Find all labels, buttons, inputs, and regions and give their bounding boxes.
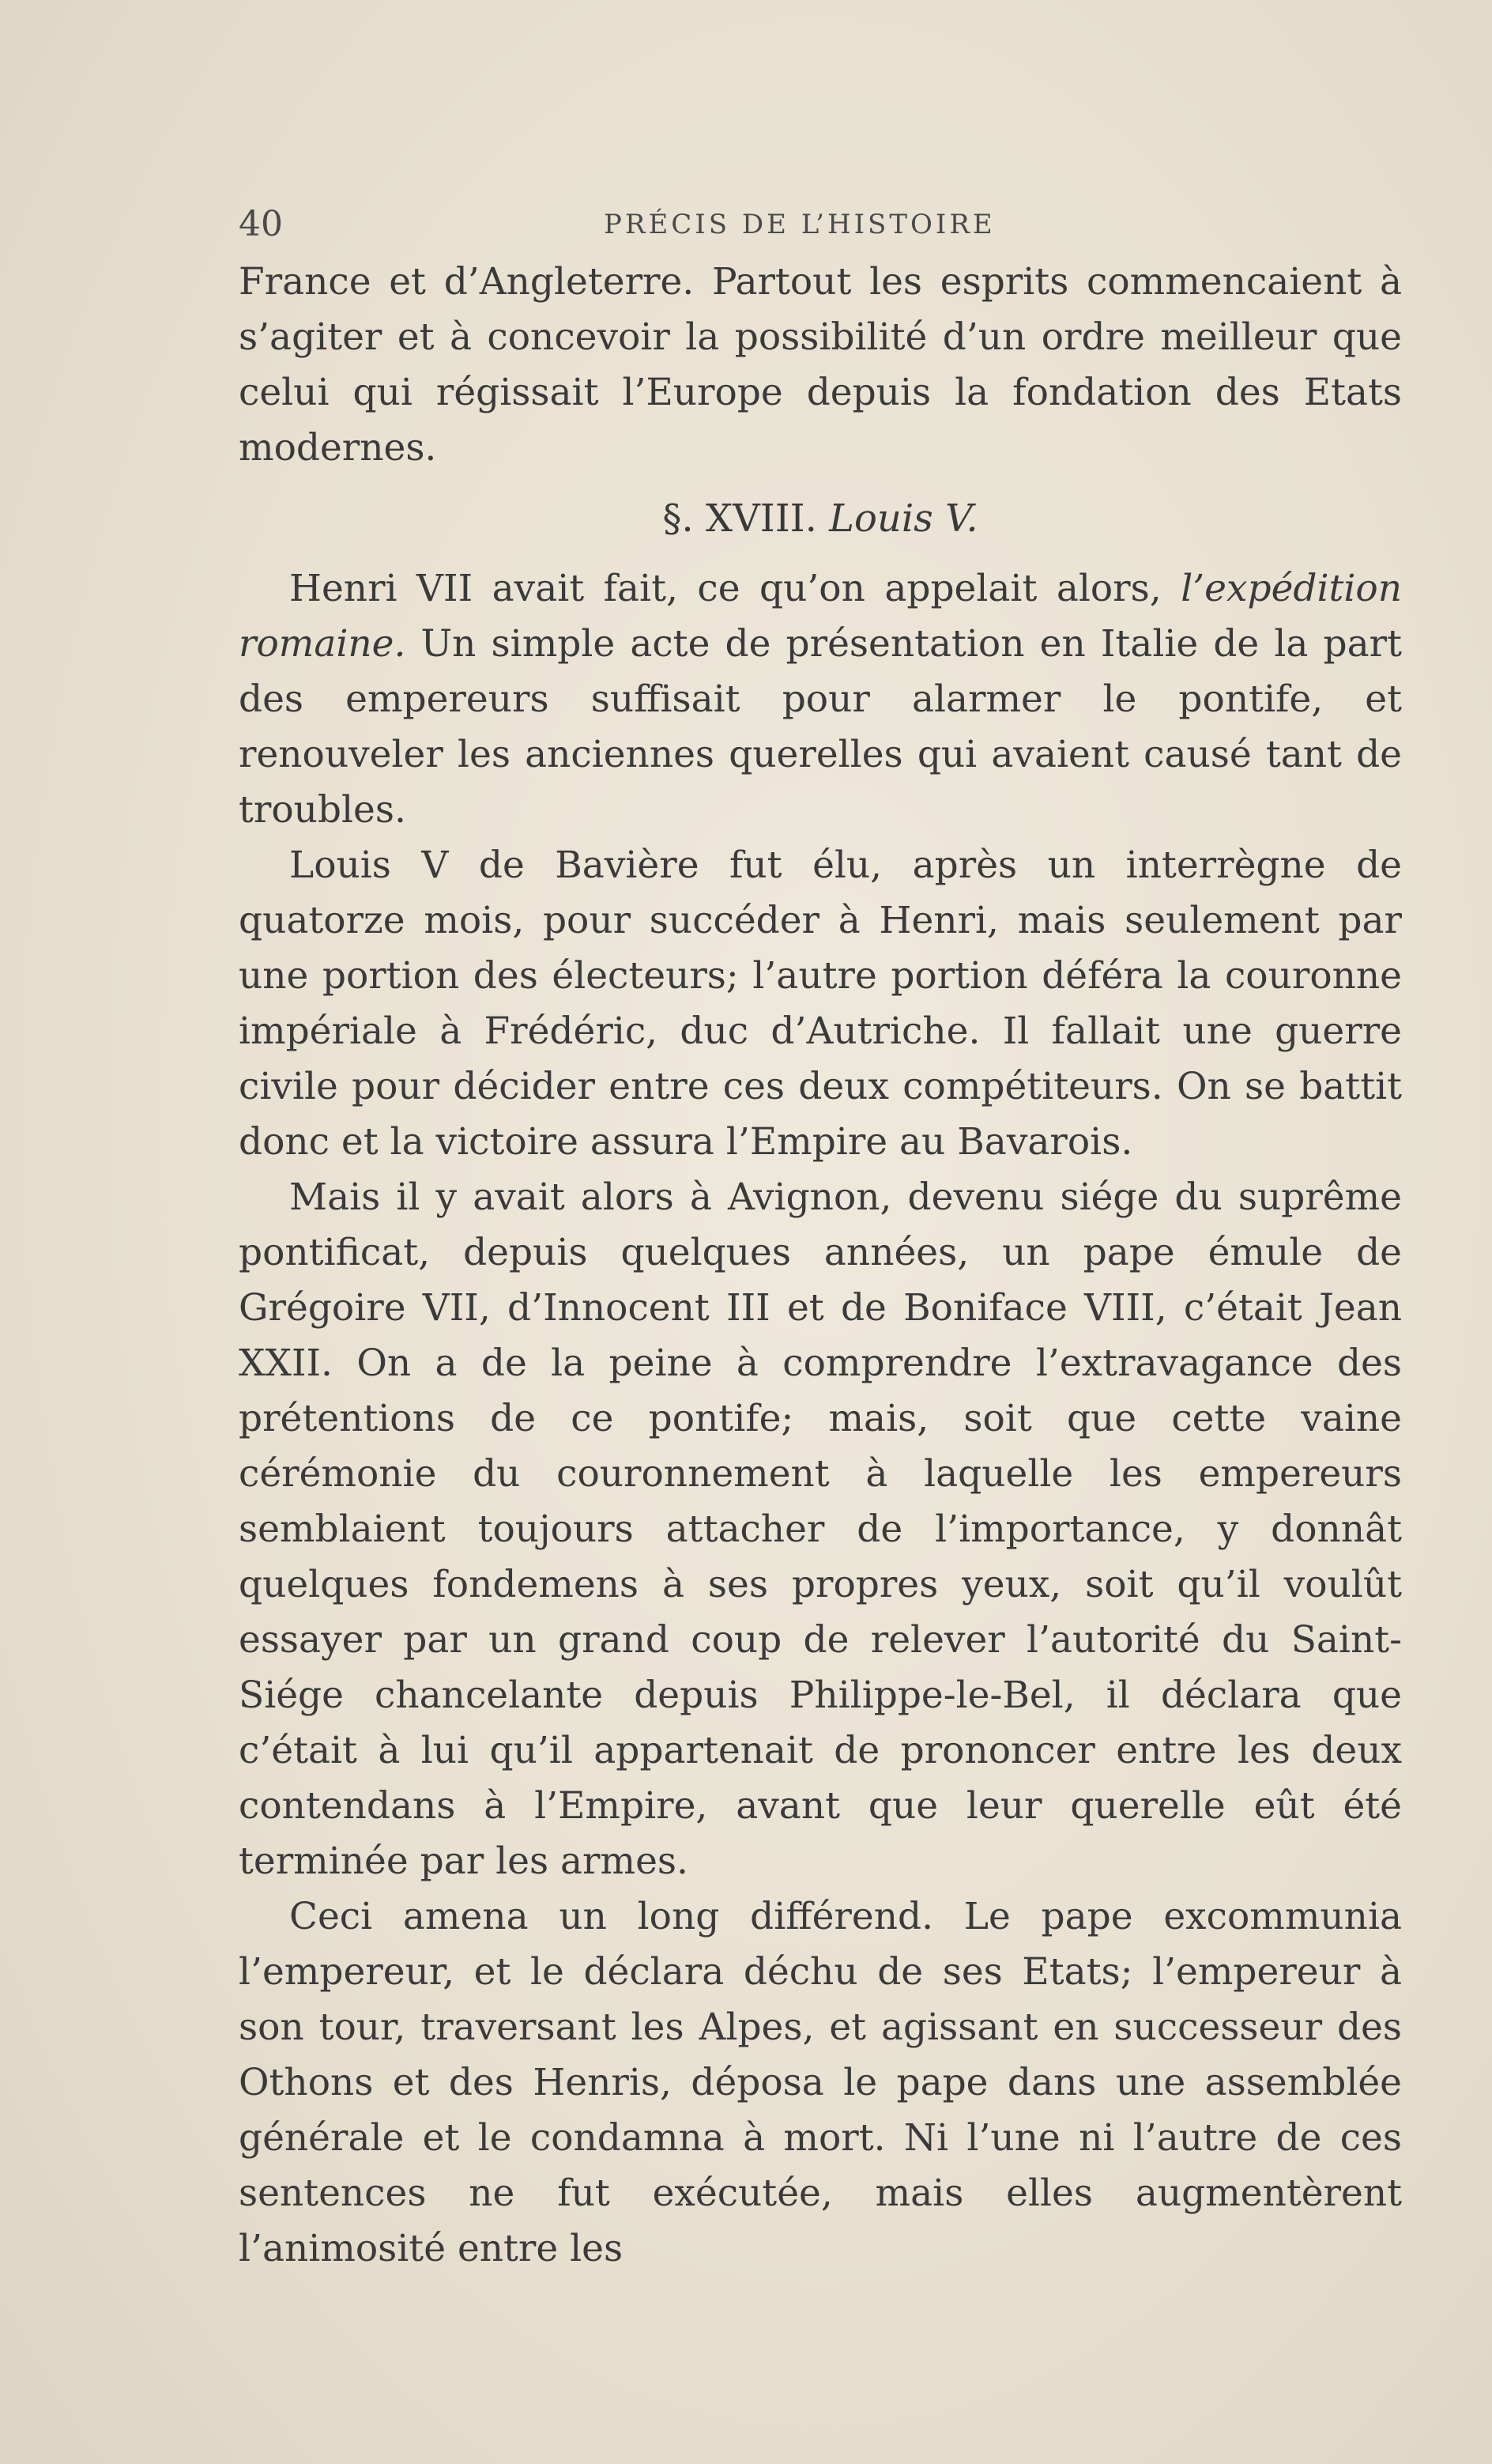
paragraph-continued: France et d’Angleterre. Partout les esprits commencaient à s’agiter et à concevoir la possibilité d’un ordre meilleur que celui qui régissait l’Europe depuis la fondation des Etats modernes.: [239, 260, 1402, 470]
section-heading: [239, 482, 1402, 555]
section-title: Louis V.: [829, 496, 978, 541]
running-head: PRÉCIS DE L’HISTOIRE: [604, 209, 996, 240]
page-number: 40: [239, 204, 283, 244]
paragraph-henri: [239, 561, 1402, 838]
paragraph-henri-rest: Un simple acte de présentation en Italie de la part des empereurs suffisait pour alarmer le pontife, et renouveler les anciennes querelles qui avaient causé tant de troubles.: [239, 622, 1402, 832]
paragraph-differend: Ceci amena un long différend. Le pape excommunia l’empereur, et le déclara déchu de ses Etats; l’empereur à son tour, traversant les Alpes, et agissant en successeur des Othons et des Henris, déposa le pape dans une assemblée générale et le condamna à mort. Ni l’une ni l’autre de ces sentences ne fut exécutée, mais elles augmentèrent l’animosité entre les: [239, 1895, 1402, 2270]
paragraph-henri-italic: l’expédition romaine.: [239, 567, 1402, 666]
paragraph-avignon: Mais il y avait alors à Avignon, devenu siége du suprême pontificat, depuis quelques années, un pape émule de Grégoire VII, d’Innocent III et de Boniface VIII, c’était Jean XXII. On a de la peine à comprendre l’extravagance des prétentions de ce pontife; mais, soit que cette vaine cérémonie du couronnement à laquelle les empereurs semblaient toujours attacher de l’importance, y donnât quelques fondemens à ses propres yeux, soit qu’il voulût essayer par un grand coup de relever l’autorité du Saint-Siége chancelante depuis Philippe-le-Bel, il déclara que c’était à lui qu’il appartenait de prononcer entre les deux contendans à l’Empire, avant que leur querelle eût été terminée par les armes.: [239, 1175, 1402, 1883]
paragraph-louis: Louis V de Bavière fut élu, après un interrègne de quatorze mois, pour succéder à Henri, mais seulement par une portion des électeurs; l’autre portion déféra la couronne impériale à Frédéric, duc d’Autriche. Il fallait une guerre civile pour décider entre ces deux compétiteurs. On se battit donc et la victoire assura l’Empire au Bavarois.: [239, 843, 1402, 1164]
body-text: [239, 255, 1402, 2277]
paragraph-henri-start: Henri VII avait fait, ce qu’on appelait alors,: [289, 567, 1181, 610]
page-header: [239, 204, 1408, 251]
section-number: §. XVIII.: [662, 496, 817, 541]
